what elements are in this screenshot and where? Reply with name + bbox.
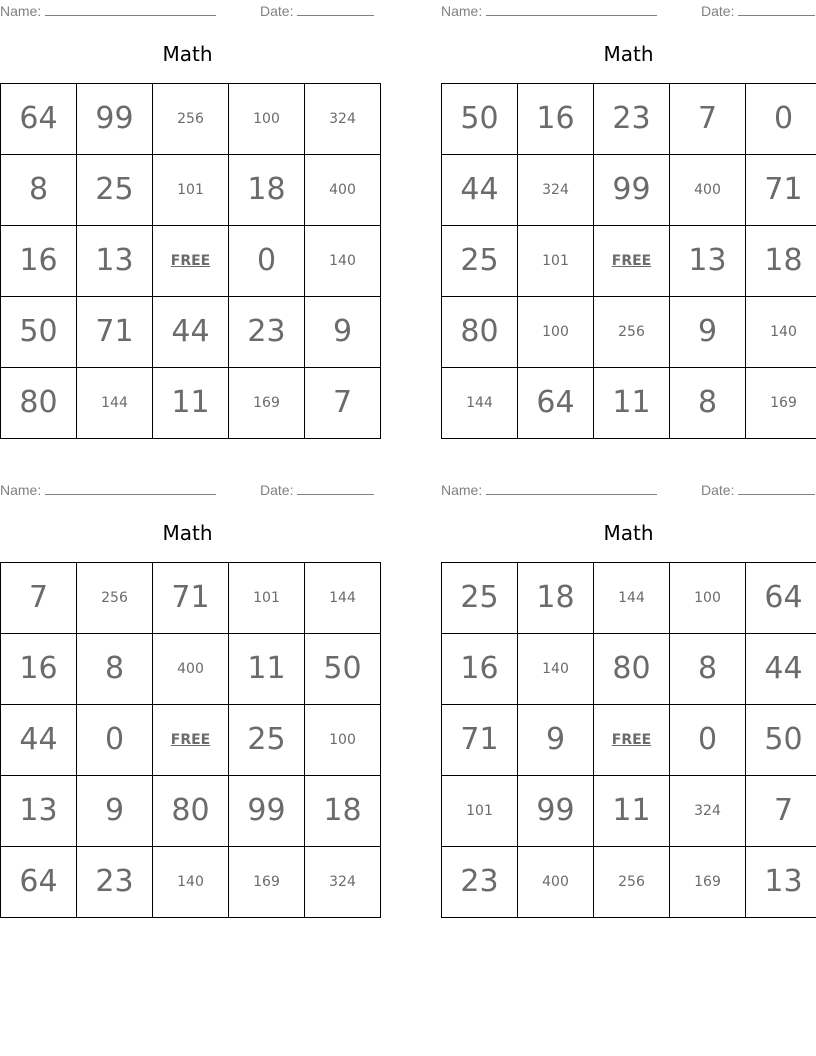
bingo-cell: 44 — [442, 155, 518, 226]
bingo-cell: 13 — [746, 847, 816, 918]
bingo-cell: 140 — [518, 634, 594, 705]
bingo-cell: 9 — [77, 776, 153, 847]
bingo-cell: 44 — [746, 634, 816, 705]
card-title: Math — [603, 42, 654, 66]
bingo-cell: 400 — [518, 847, 594, 918]
bingo-cell: 8 — [1, 155, 77, 226]
bingo-card-1 — [0, 0, 375, 420]
date-label: Date: — [701, 3, 735, 19]
date-blank-line — [297, 2, 374, 16]
bingo-cell: 7 — [1, 563, 77, 634]
bingo-cell: 0 — [670, 705, 746, 776]
bingo-cell: 324 — [305, 847, 381, 918]
bingo-cell: 64 — [518, 368, 594, 439]
name-blank-line — [45, 481, 216, 495]
grid-row — [1, 226, 381, 297]
grid-row — [1, 847, 381, 918]
date-field — [701, 481, 815, 498]
date-label: Date: — [260, 482, 294, 498]
bingo-cell: 16 — [1, 634, 77, 705]
bingo-cell: 99 — [594, 155, 670, 226]
grid-row — [442, 368, 816, 439]
bingo-cell: 18 — [518, 563, 594, 634]
card-header — [0, 0, 375, 20]
bingo-cell: 8 — [77, 634, 153, 705]
bingo-cell: 169 — [229, 847, 305, 918]
grid-row — [1, 155, 381, 226]
bingo-cell: 7 — [746, 776, 816, 847]
bingo-cell: 71 — [153, 563, 229, 634]
date-field — [701, 2, 815, 19]
date-field — [260, 2, 374, 19]
bingo-grid — [441, 83, 816, 439]
bingo-cell: 16 — [442, 634, 518, 705]
bingo-cell: 44 — [1, 705, 77, 776]
bingo-cell: 324 — [305, 84, 381, 155]
grid-row — [442, 847, 816, 918]
bingo-cell: 324 — [518, 155, 594, 226]
bingo-cell: 100 — [670, 563, 746, 634]
name-field — [441, 481, 657, 498]
bingo-cell: 23 — [229, 297, 305, 368]
bingo-cell: 144 — [442, 368, 518, 439]
bingo-cell: 101 — [518, 226, 594, 297]
card-header — [441, 0, 816, 20]
bingo-cell: 140 — [746, 297, 816, 368]
bingo-cell: 23 — [77, 847, 153, 918]
bingo-cell: 80 — [1, 368, 77, 439]
bingo-cell: 13 — [670, 226, 746, 297]
grid-row — [442, 563, 816, 634]
bingo-cell: 100 — [305, 705, 381, 776]
card-header — [441, 479, 816, 499]
bingo-cell: 18 — [746, 226, 816, 297]
grid-row — [1, 84, 381, 155]
bingo-cell: 144 — [594, 563, 670, 634]
grid-row — [1, 776, 381, 847]
name-label: Name: — [441, 3, 483, 19]
bingo-cell: 80 — [442, 297, 518, 368]
bingo-cell: 140 — [153, 847, 229, 918]
bingo-cell: 25 — [442, 226, 518, 297]
bingo-cell: 25 — [442, 563, 518, 634]
free-space-cell: FREE — [153, 226, 229, 297]
card-title: Math — [162, 521, 213, 545]
bingo-cell: 11 — [594, 776, 670, 847]
bingo-cell: 18 — [305, 776, 381, 847]
bingo-cell: 144 — [77, 368, 153, 439]
free-space-cell: FREE — [594, 226, 670, 297]
bingo-cell: 11 — [594, 368, 670, 439]
name-label: Name: — [0, 3, 42, 19]
bingo-cell: 23 — [442, 847, 518, 918]
bingo-cell: 11 — [153, 368, 229, 439]
bingo-cell: 100 — [518, 297, 594, 368]
bingo-cell: 169 — [670, 847, 746, 918]
bingo-cell: 71 — [746, 155, 816, 226]
bingo-cell: 9 — [518, 705, 594, 776]
bingo-card-2 — [441, 0, 816, 420]
bingo-cell: 99 — [77, 84, 153, 155]
bingo-card-4 — [441, 479, 816, 899]
bingo-cell: 101 — [229, 563, 305, 634]
grid-row — [442, 634, 816, 705]
bingo-grid — [441, 562, 816, 918]
bingo-cell: 23 — [594, 84, 670, 155]
card-title: Math — [162, 42, 213, 66]
bingo-cell: 18 — [229, 155, 305, 226]
bingo-cell: 44 — [153, 297, 229, 368]
bingo-cell: 16 — [1, 226, 77, 297]
bingo-cell: 101 — [153, 155, 229, 226]
bingo-cell: 50 — [305, 634, 381, 705]
bingo-cell: 99 — [229, 776, 305, 847]
date-blank-line — [738, 2, 815, 16]
bingo-cell: 80 — [153, 776, 229, 847]
bingo-cell: 64 — [1, 84, 77, 155]
date-label: Date: — [260, 3, 294, 19]
bingo-cell: 169 — [229, 368, 305, 439]
grid-row — [1, 368, 381, 439]
bingo-cell: 50 — [1, 297, 77, 368]
grid-row — [442, 155, 816, 226]
bingo-cell: 0 — [77, 705, 153, 776]
grid-row — [1, 705, 381, 776]
date-blank-line — [738, 481, 815, 495]
bingo-cell: 71 — [77, 297, 153, 368]
grid-row — [442, 776, 816, 847]
bingo-cell: 64 — [1, 847, 77, 918]
bingo-grid — [0, 562, 381, 918]
bingo-cell: 16 — [518, 84, 594, 155]
free-space-cell: FREE — [594, 705, 670, 776]
bingo-cell: 256 — [153, 84, 229, 155]
bingo-cell: 140 — [305, 226, 381, 297]
name-blank-line — [45, 2, 216, 16]
bingo-cell: 13 — [1, 776, 77, 847]
bingo-cell: 7 — [305, 368, 381, 439]
free-space-cell: FREE — [153, 705, 229, 776]
grid-row — [442, 297, 816, 368]
date-label: Date: — [701, 482, 735, 498]
bingo-cell: 9 — [305, 297, 381, 368]
grid-row — [442, 705, 816, 776]
grid-row — [1, 563, 381, 634]
bingo-cell: 13 — [77, 226, 153, 297]
bingo-cell: 324 — [670, 776, 746, 847]
bingo-cell: 0 — [229, 226, 305, 297]
bingo-cell: 101 — [442, 776, 518, 847]
bingo-cell: 8 — [670, 634, 746, 705]
bingo-cell: 8 — [670, 368, 746, 439]
bingo-cell: 50 — [442, 84, 518, 155]
date-field — [260, 481, 374, 498]
grid-row — [1, 297, 381, 368]
grid-row — [1, 634, 381, 705]
bingo-card-3 — [0, 479, 375, 899]
name-label: Name: — [441, 482, 483, 498]
bingo-cell: 25 — [77, 155, 153, 226]
bingo-cell: 144 — [305, 563, 381, 634]
bingo-cell: 256 — [77, 563, 153, 634]
bingo-cell: 99 — [518, 776, 594, 847]
name-field — [0, 2, 216, 19]
bingo-cell: 169 — [746, 368, 816, 439]
bingo-cell: 256 — [594, 297, 670, 368]
bingo-cell: 100 — [229, 84, 305, 155]
card-title: Math — [603, 521, 654, 545]
bingo-cell: 80 — [594, 634, 670, 705]
bingo-cell: 400 — [670, 155, 746, 226]
bingo-cell: 11 — [229, 634, 305, 705]
name-label: Name: — [0, 482, 42, 498]
bingo-cell: 25 — [229, 705, 305, 776]
name-blank-line — [486, 2, 657, 16]
bingo-cell: 400 — [153, 634, 229, 705]
date-blank-line — [297, 481, 374, 495]
name-field — [441, 2, 657, 19]
grid-row — [442, 226, 816, 297]
bingo-grid — [0, 83, 381, 439]
bingo-cell: 64 — [746, 563, 816, 634]
bingo-cell: 50 — [746, 705, 816, 776]
name-field — [0, 481, 216, 498]
grid-row — [442, 84, 816, 155]
bingo-cell: 9 — [670, 297, 746, 368]
name-blank-line — [486, 481, 657, 495]
bingo-cell: 256 — [594, 847, 670, 918]
bingo-cell: 71 — [442, 705, 518, 776]
bingo-cell: 400 — [305, 155, 381, 226]
bingo-cell: 0 — [746, 84, 816, 155]
bingo-cell: 7 — [670, 84, 746, 155]
card-header — [0, 479, 375, 499]
